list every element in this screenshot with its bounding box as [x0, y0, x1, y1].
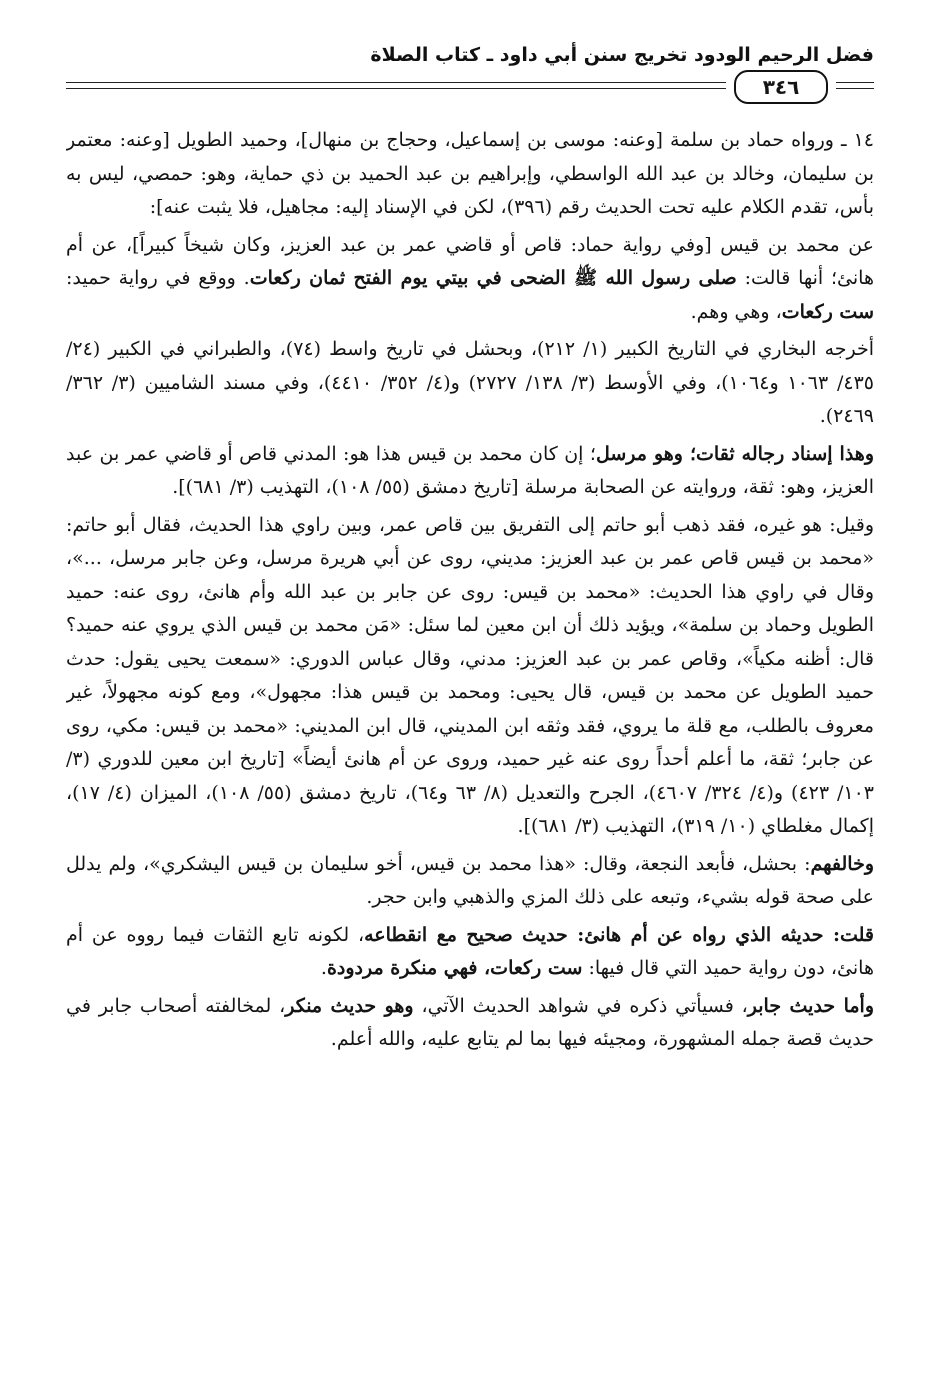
paragraph-text: : بحشل، فأبعد النجعة، وقال: «هذا محمد بن قيس، أخو سليمان بن قيس اليشكري»، ولم يدلل على صحة قوله بشيء، وتبعه على ذلك المزي والذهبي وابن حجر.: [66, 852, 874, 908]
jabir-bold: وأما حديث جابر: [747, 994, 874, 1017]
paragraph-text: .: [320, 957, 327, 979]
paragraph-text: ، فسيأتي ذكره في شواهد الحديث الآتي،: [413, 994, 748, 1017]
page-number: ٣٤٦: [734, 70, 828, 104]
hadith-matn-bold: صلى رسول الله ﷺ الضحى في بيتي يوم الفتح ثمان ركعات: [249, 267, 737, 289]
paragraph-dissent: [66, 848, 874, 915]
paragraph-takhrij: [66, 333, 874, 434]
verdict-bold: وهذا إسناد رجاله ثقات؛ وهو مرسل: [595, 442, 874, 465]
header-rule: [836, 88, 874, 89]
paragraph-text: ١٤ ـ ورواه حماد بن سلمة [وعنه: موسى بن إسماعيل، وحجاج بن منهال]، وحميد الطويل [وعنه: معتمر بن سليمان، وخالد بن عبد الله الواسطي، وإبراهيم بن عبد الحميد بن ذي حماية، وهو: حمصي، ليس به بأس، تقدم الكلام عليه تحت الحديث رقم (٣٩٦)، لكن في الإسناد إليه: مجاهيل، فلا يثبت عنه]:: [66, 129, 874, 218]
paragraph-text: . ووقع في رواية حميد:: [66, 267, 250, 289]
header-rule: [66, 82, 726, 83]
paragraph-isnad-verdict: [66, 438, 874, 505]
paragraph-conclusion: [66, 919, 874, 986]
paragraph-narration-14: [66, 124, 874, 225]
dissent-bold: وخالفهم: [810, 852, 874, 875]
paragraph-text: وقيل: هو غيره، فقد ذهب أبو حاتم إلى التفريق بين قاص عمر، وبين راوي هذا الحديث، فقال أبو حاتم: «محمد بن قيس قاص عمر بن عبد العزيز: مديني، روى عن أبي هريرة مرسل، وعن جابر مرسل، ...»، وقال في راوي هذا الحديث: «محمد بن قيس: روى عن جابر بن عبد الله وأم هانئ، روى عنه: حميد الطويل وحماد بن سلمة»، ويؤيد ذلك أن ابن معين لما سئل: «مَن محمد بن قيس الذي يروي عنه حميد؟ قال: أظنه مكياً»، وقاص عمر بن عبد العزيز: مدني، وقال عباس الدوري: «سمعت يحيى يقول: حدث حميد الطويل عن محمد بن قيس، قال يحيى: ومحمد بن قيس هذا: مجهول»، ومع كونه مجهولاً، غير معروف بالطلب، مع قلة ما يروي، فقد وثقه ابن المديني، قال ابن المديني: «محمد بن قيس: مكي، روى عن جابر؛ ثقة، ما أعلم أحداً روى عنه غير حميد، وروى عن أم هانئ أيضاً» [تاريخ ابن معين للدوري (٣/ ١٠٣/ ٤٢٣) و(٤/ ٣٢٤/ ٤٦٠٧)، الجرح والتعديل (٨/ ٦٣ و٦٤)، تاريخ دمشق (٥٥/ ١٠٨)، الميزان (٤/ ١٧)، إكمال مغلطاي (١٠/ ٣١٩)، التهذيب (٣/ ٦٨١)].: [66, 513, 874, 837]
paragraph-text: أخرجه البخاري في التاريخ الكبير (١/ ٢١٢)، وبحشل في تاريخ واسط (٧٤)، والطبراني في الكبير (٢٤/ ٤٣٥/ ١٠٦٣ و١٠٦٤)، وفي الأوسط (٣/ ١٣٨/ ٢٧٢٧) و(٤/ ٣٥٢/ ٤٤١٠)، وفي مسند الشاميين (٣/ ٣٦٢/ ٢٤٦٩).: [66, 338, 874, 427]
conclusion-bold: ست ركعات، فهي منكرة مردودة: [326, 957, 583, 979]
jabir-verdict-bold: وهو حديث منكر: [285, 994, 414, 1017]
paragraph-jabir-hadith: [66, 990, 874, 1057]
paragraph-text: ، لكونه تابع الثقات فيما رووه عن أم هانئ، دون رواية حميد التي قال فيها:: [66, 923, 874, 979]
running-title: فضل الرحيم الودود تخريج سنن أبي داود ـ كتاب الصلاة: [370, 44, 874, 66]
paragraph-text: ، لمخالفته أصحاب جابر في حديث قصة جمله المشهورة، ومجيئه فيها بما لم يتابع عليه، والله أعلم.: [66, 994, 874, 1050]
paragraph-text: عن محمد بن قيس [وفي رواية حماد: قاص أو قاضي عمر بن عبد العزيز، وكان شيخاً كبيراً]، عن أم هانئ؛ أنها قالت:: [66, 233, 874, 289]
paragraph-hadith-text: [66, 229, 874, 330]
conclusion-bold: قلت: حديثه الذي رواه عن أم هانئ: حديث صحيح مع انقطاعه: [364, 923, 874, 946]
page-body: [66, 124, 874, 1364]
paragraph-text: ، وهي وهم.: [690, 300, 782, 323]
paragraph-rijal-discussion: [66, 509, 874, 844]
header-rule: [66, 88, 726, 89]
page-header: [66, 40, 874, 100]
paragraph-text: ؛ إن كان محمد بن قيس هذا هو: المدني قاص أو قاضي عمر بن عبد العزيز، وهو: ثقة، وروايته عن الصحابة مرسلة [تاريخ دمشق (٥٥/ ١٠٨)، التهذيب (٣/ ٦٨١)].: [66, 442, 874, 498]
variant-bold: ست ركعات: [781, 300, 874, 323]
header-rule: [836, 82, 874, 83]
